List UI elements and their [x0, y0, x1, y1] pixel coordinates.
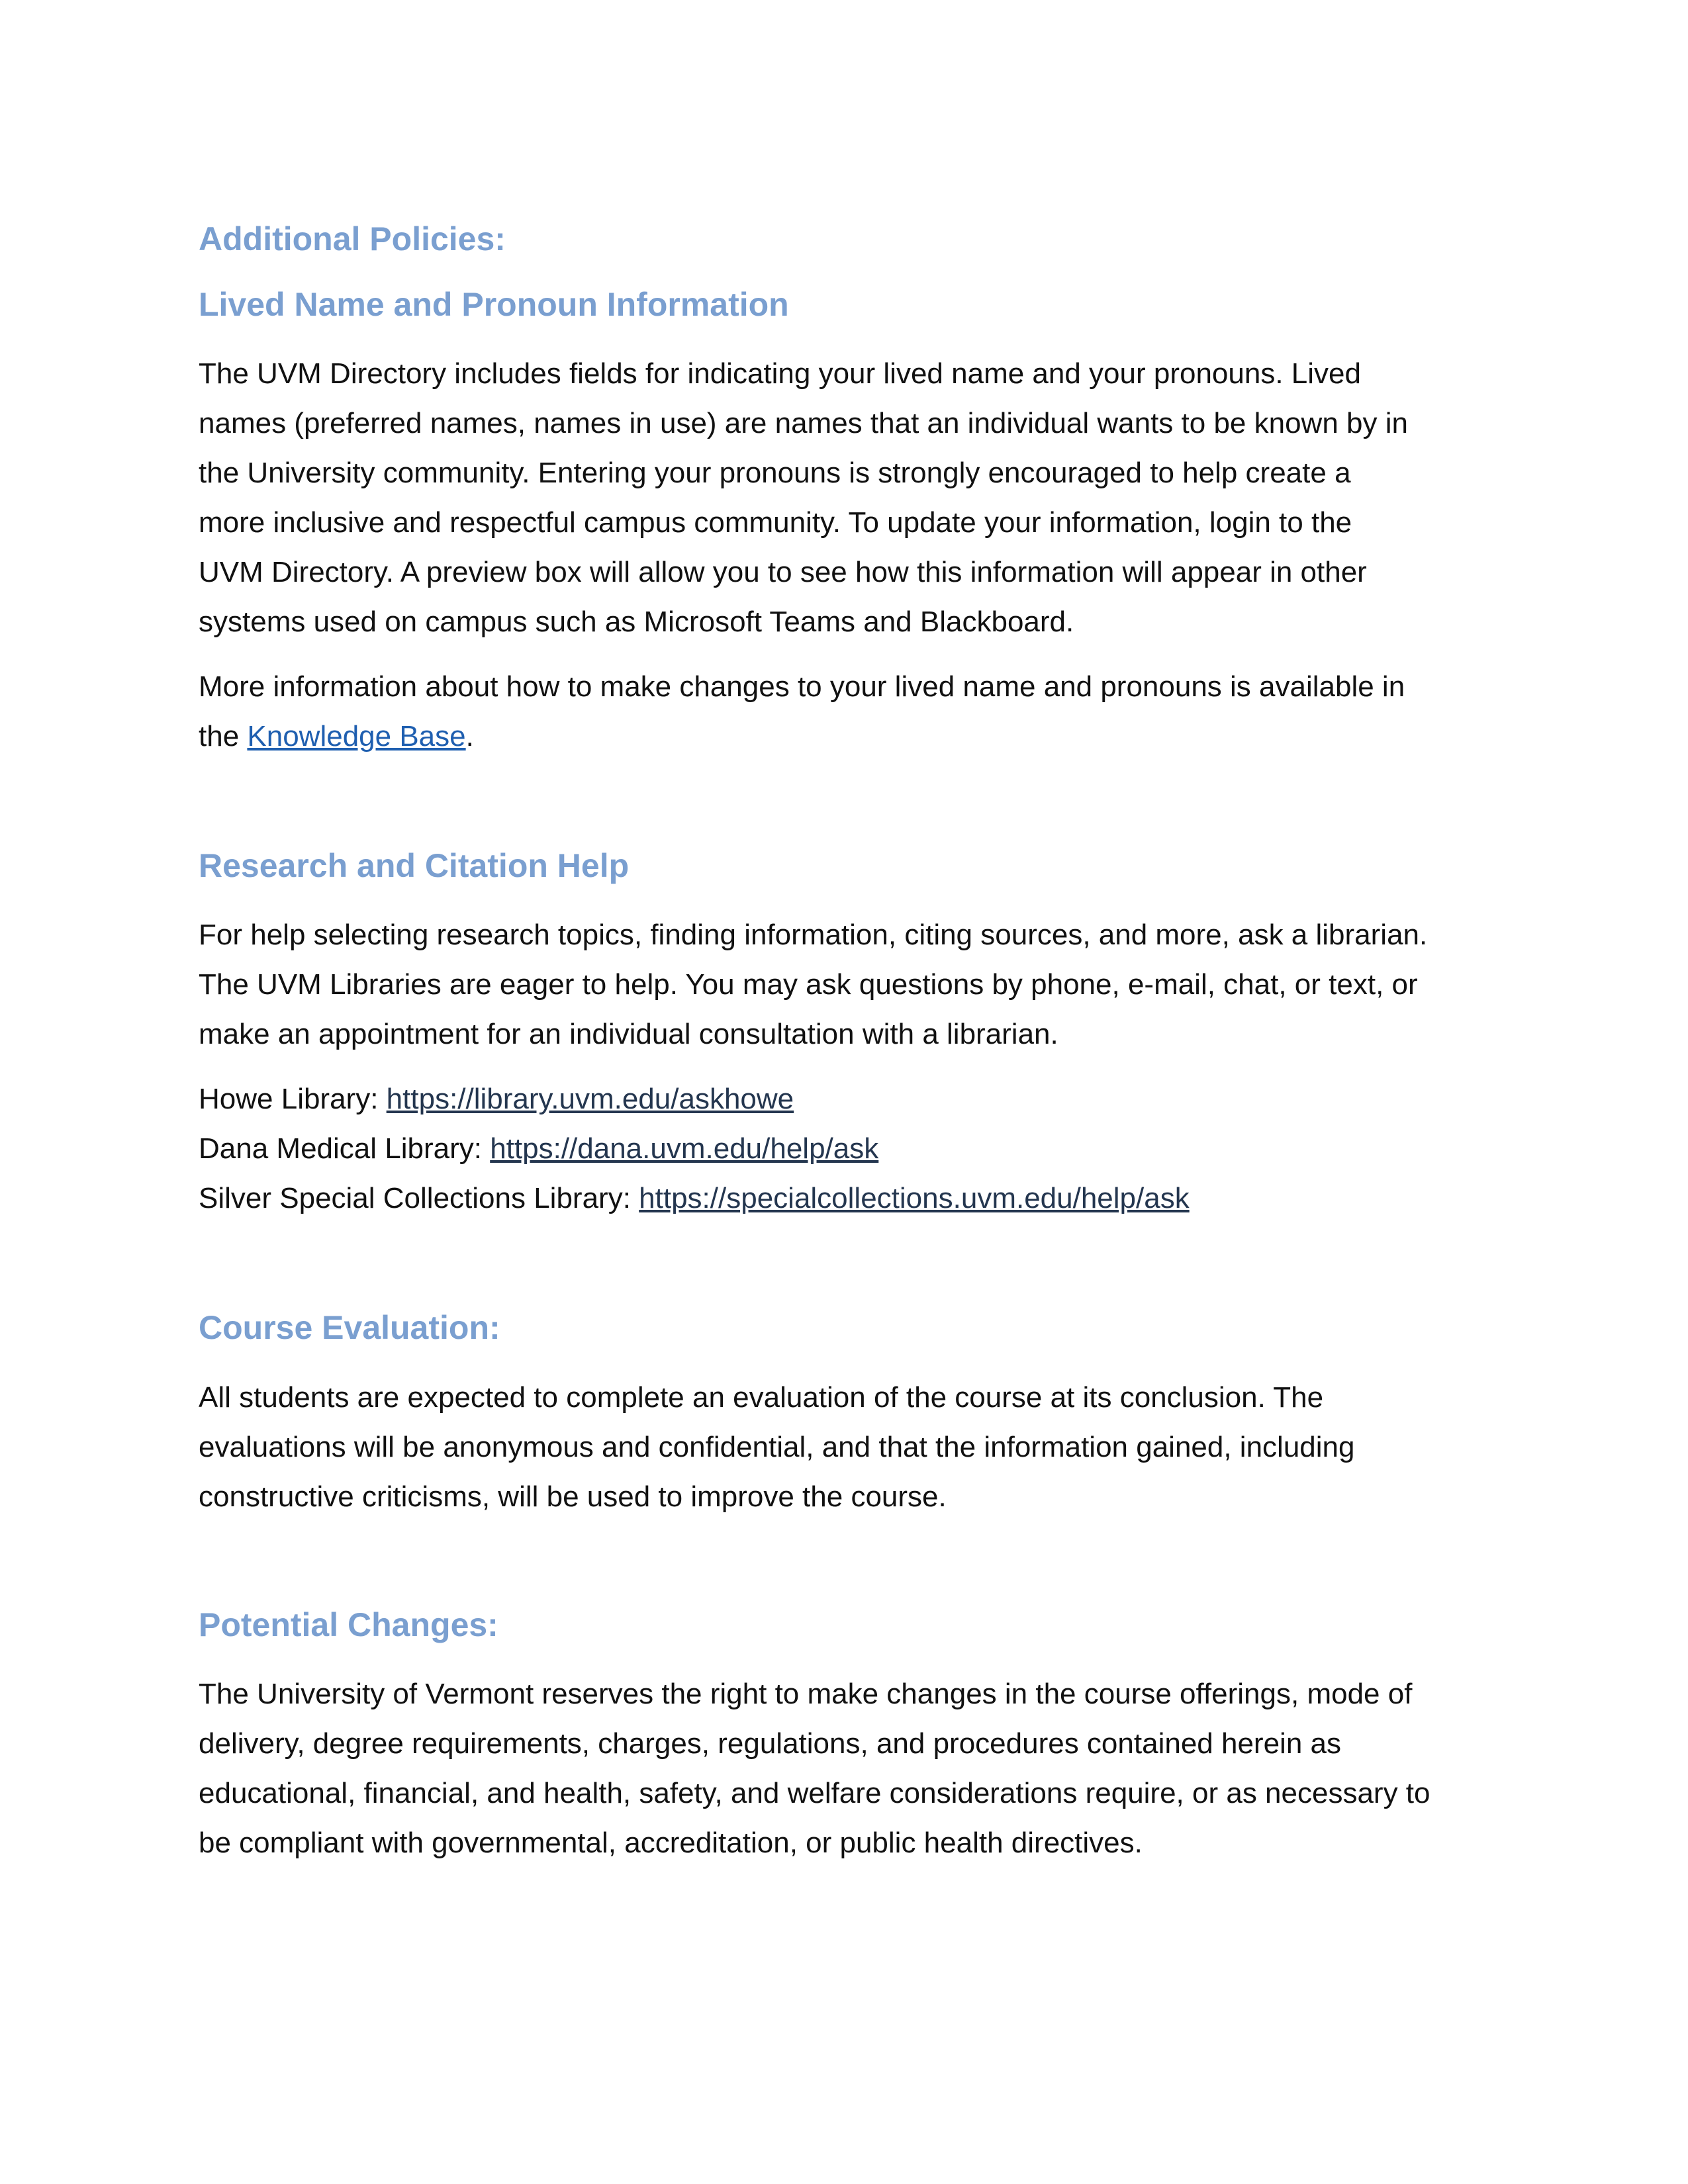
paragraph-line: be compliant with governmental, accreditation, or public health directives. [199, 1827, 1143, 1859]
additional-policies-heading: Additional Policies: [199, 220, 506, 257]
paragraph-suffix: . [465, 720, 474, 752]
lived-name-more-info-paragraph [199, 662, 1509, 761]
library-links-list [199, 1074, 1509, 1223]
lived-name-heading: Lived Name and Pronoun Information [199, 286, 789, 323]
paragraph-line: names (preferred names, names in use) are names that an individual wants to be known by in [199, 407, 1408, 439]
paragraph-prefix: the [199, 720, 248, 752]
library-item-howe [199, 1074, 1509, 1124]
paragraph-line: The University of Vermont reserves the right to make changes in the course offerings, mode of [199, 1678, 1413, 1710]
paragraph-line: All students are expected to complete an evaluation of the course at its conclusion. The [199, 1381, 1324, 1414]
library-item-silver [199, 1173, 1509, 1223]
library-label: Silver Special Collections Library: [199, 1182, 639, 1214]
paragraph-line: delivery, degree requirements, charges, regulations, and procedures contained herein as [199, 1727, 1341, 1760]
howe-library-link[interactable]: https://library.uvm.edu/askhowe [386, 1083, 794, 1115]
paragraph-line: the University community. Entering your pronouns is strongly encouraged to help create a [199, 457, 1351, 489]
paragraph-line: educational, financial, and health, safety, and welfare considerations require, or as necessary to [199, 1777, 1430, 1809]
paragraph-line: constructive criticisms, will be used to improve the course. [199, 1480, 947, 1513]
course-evaluation-heading: Course Evaluation: [199, 1309, 500, 1346]
paragraph-line: The UVM Libraries are eager to help. You may ask questions by phone, e-mail, chat, or text, or [199, 968, 1418, 1001]
knowledge-base-link[interactable]: Knowledge Base [247, 720, 466, 752]
paragraph-line [199, 711, 1509, 761]
paragraph-line: The UVM Directory includes fields for indicating your lived name and your pronouns. Lived [199, 357, 1361, 390]
research-citation-heading: Research and Citation Help [199, 847, 630, 884]
course-evaluation-paragraph [199, 1373, 1509, 1522]
paragraph-line: make an appointment for an individual consultation with a librarian. [199, 1018, 1058, 1050]
paragraph-line: More information about how to make changes to your lived name and pronouns is available in [199, 670, 1405, 703]
silver-library-link[interactable]: https://specialcollections.uvm.edu/help/ask [639, 1182, 1190, 1214]
paragraph-line: evaluations will be anonymous and confidential, and that the information gained, including [199, 1431, 1355, 1463]
lived-name-paragraph [199, 349, 1509, 647]
paragraph-line: For help selecting research topics, finding information, citing sources, and more, ask a librarian. [199, 919, 1428, 951]
library-label: Howe Library: [199, 1083, 387, 1115]
potential-changes-paragraph [199, 1669, 1509, 1868]
library-item-dana [199, 1124, 1509, 1173]
paragraph-line: more inclusive and respectful campus community. To update your information, login to the [199, 506, 1352, 539]
dana-library-link[interactable]: https://dana.uvm.edu/help/ask [490, 1132, 879, 1165]
research-paragraph [199, 910, 1509, 1059]
paragraph-line: systems used on campus such as Microsoft Teams and Blackboard. [199, 606, 1074, 638]
paragraph-line: UVM Directory. A preview box will allow you to see how this information will appear in other [199, 556, 1367, 588]
potential-changes-heading: Potential Changes: [199, 1606, 498, 1643]
library-label: Dana Medical Library: [199, 1132, 491, 1165]
